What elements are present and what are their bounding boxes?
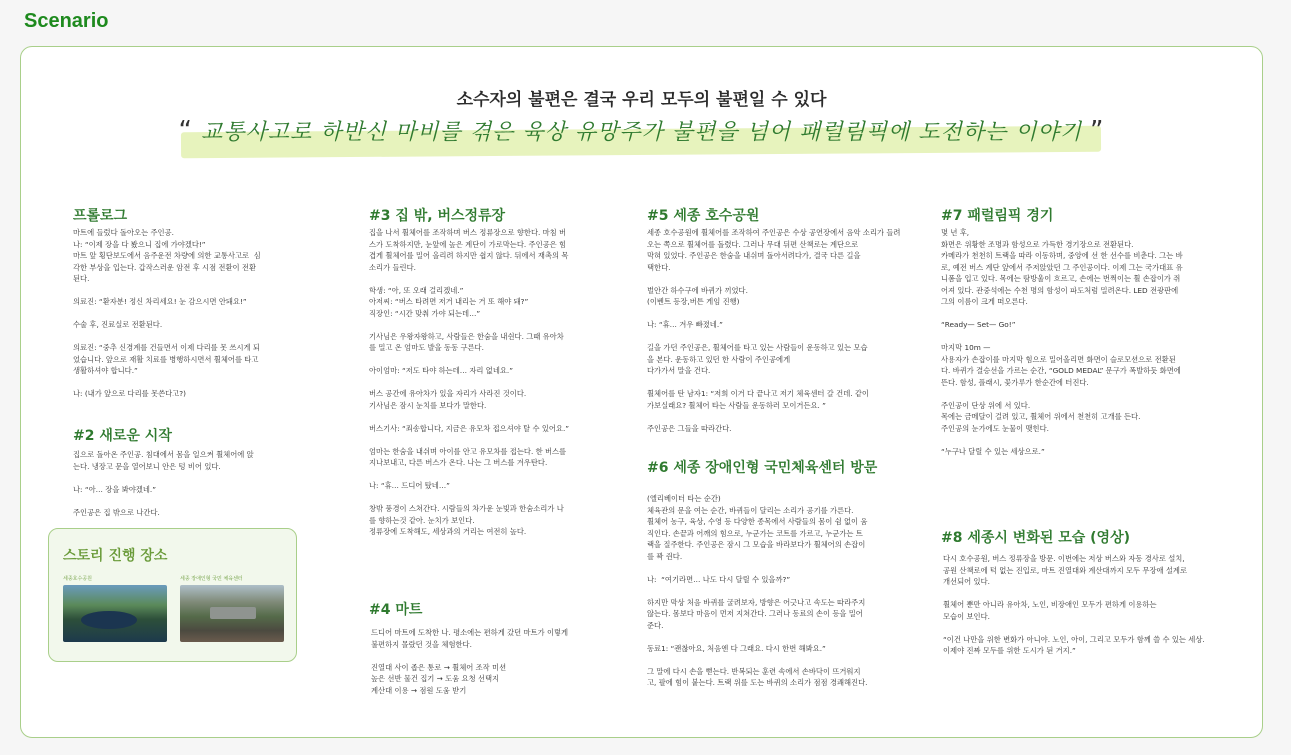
sports-center-photo — [180, 585, 284, 642]
building-shape — [210, 607, 256, 619]
story-locations-card — [48, 528, 297, 662]
section-title-mart: #4 마트 — [369, 602, 423, 618]
section-text-mart: 드디어 마트에 도착한 나. 평소에는 편하게 갔던 마트가 이렇게 불편하지 몰랐던 것을 체험한다. 진열대 사이 좁은 통로 → 휠체어 조작 미션 높은 선반 물건 집기 → 도움 요청 선택지 계산대 이용 → 점원 도움 받기 — [371, 628, 569, 695]
section-text-new-start: 집으로 돌아온 주인공. 침대에서 몸을 일으켜 휠체어에 앉 는다. 냉장고 문을 열어보니 안은 텅 비어 있다. 나: “아… 장을 봐야겠네.” 주인공은 집 밖으로 나간다. — [73, 450, 254, 517]
section-title-new-start: #2 새로운 시작 — [73, 428, 172, 444]
quote-open-mark: “ — [178, 116, 193, 146]
quote-text: 교통사고로 하반신 마비를 겪은 육상 유망주가 불편을 넘어 패럴림픽에 도전하는 이야기 — [200, 120, 1082, 145]
section-title-bus-stop: #3 집 밖, 버스정류장 — [369, 208, 506, 224]
section-text-bus-stop: 집을 나서 휠체어를 조작하며 버스 정류장으로 향한다. 마침 버 스가 도착하지만, 눈앞에 높은 계단이 가로막는다. 주인공은 힘 겹게 휠체어를 밀어 올리려 하지만 쉽지 않다. 뒤에서 재촉의 목 소리가 들린다. 학생: “아, 또 오래 걸리겠네.” 아저씨: “버스 타려면 저거 내리는 거 또 해야 돼?” 직장인: “시간 맞춰 가야 되는데…” 기사님은 우왕자왕하고, 사람들은 한숨을 내쉰다. 그때 유아차 를 밀고 온 엄마도 발을 동동 구른다. 아이엄마: “저도 타야 하는데… 자리 없네요.” 버스 공간에 유아차가 있을 자리가 사라진 것이다. 기사님은 잠시 눈치를 보다가 말한다. 버스기사: “죄송합니다, 지금은 유모차 접으셔야 탈 수 있어요.” 엄마는 한숨을 내쉬며 아이를 안고 유모차를 접는다. 한 버스를 지나보내고, 다른 버스가 온다. 나는 그 버스를 겨우탄다. 나: “휴… 드디어 탔네…” 창밖 풍경이 스쳐간다. 시람들의 차가운 눈빛과 한숨소리가 나 를 향하는것 같아. 눈치가 보인다. 정류장에 도착해도, 세상과의 거리는 여전히 높다. — [369, 228, 570, 536]
section-title-changed-city: #8 세종시 변화된 모습 (영상) — [941, 530, 1131, 546]
section-text-paralympics: 몇 년 후, 화면은 위황한 조명과 함성으로 가득한 경기장으로 전환된다. 카메라가 천천히 트랙을 따라 이동하며, 중앙에 선 한 선수를 비춘다. 그는 바 로, 예전 버스 계단 앞에서 주저앉았던 그 주인공이다. 이제 그는 국가대표 유 니폼을 입고 있다. 목에는 땀방울이 흐르고, 손에는 번쩍이는 휠 손잡이가 쥐 어져 있다. 관중석에는 수천 명의 함성이 파도처럼 밀려온다. LED 전광판에 그의 이름이 크게 떠오른다. “Ready— Set— Go!” 마지막 10m — 사용자가 손잡이를 마지막 힘으로 밀어올리면 화면이 슬로모션으로 전환된 다. 바퀴가 결승선을 가르는 순간, “GOLD MEDAL” 문구가 폭발하듯 화면에 뜬다. 함성, 플래시, 꽃가루가 한순간에 터진다. 주인공이 단상 위에 서 있다. 목에는 금메달이 걸려 있고, 휠체어 위에서 천천히 고개를 든다. 주인공의 눈가에도 눈물이 맺힌다. “누구나 달릴 수 있는 세상으로.” — [941, 228, 1183, 456]
lake-park-photo — [63, 585, 167, 642]
lake-shape — [81, 611, 137, 629]
section-title-lake-park: #5 세종 호수공원 — [647, 208, 760, 224]
section-text-sports-center: (엘리베이터 타는 순간) 체육관의 문을 여는 순간, 바퀴들이 달리는 소리가 공기를 가른다. 휠체어 농구, 육상, 수영 등 다양한 종목에서 사람들의 몸이 쉼 없이 움 직인다. 손끝과 어깨의 힘으로, 누군가는 코트를 가르고, 누군가는 트 랙을 질주한다. 주인공은 잠시 그 모습을 바라보다가 휠체어의 손잡이 를 꽉 쥔다. 나: “여기라면… 나도 다시 달릴 수 있을까?” 하지만 막상 처음 바퀴를 굴려보자, 방향은 어긋나고 속도는 따라주지 않는다. 몸보다 마음이 먼저 지쳐간다. 그러나 동료의 손이 등을 밀어 준다. 동료1: “괜찮아요, 처음엔 다 그래요. 다시 한번 해봐요.” 그 말에 다시 손을 뻗는다. 반복되는 훈련 속에서 손바닥이 뜨거워지 고, 팔에 힘이 붙는다. 트랙 위를 도는 바퀴의 소리가 점점 경쾌해진다. — [647, 494, 868, 687]
section-text-changed-city: 다시 호수공원, 버스 정류장을 방문. 이번에는 저상 버스와 자동 경사로 설치, 공원 산책로에 턱 없는 진입로, 마트 진열대와 계산대까지 모두 무장애 설계로 개선되어 있다. 휠체어 뿐만 아니라 유아차, 노인, 비장애인 모두가 편하게 이용하는 모습이 보인다. “이건 나만을 위한 변화가 아니야. 노인, 아이, 그리고 모두가 함께 쓸 수 있는 세상. 이제야 진짜 모두를 위한 도시가 된 거지.” — [943, 554, 1205, 655]
page-label: Scenario — [24, 10, 109, 32]
section-title-prologue: 프롤로그 — [73, 208, 128, 224]
subtitle: 소수자의 불편은 결국 우리 모두의 불편일 수 있다 — [456, 90, 827, 110]
photo-caption-sports-center: 세종 장애인형 국민 체육센터 — [180, 576, 243, 582]
quote-close-mark: ” — [1090, 116, 1105, 146]
photo-caption-lake-park: 세종호수공원 — [63, 576, 92, 582]
section-title-paralympics: #7 패럴림픽 경기 — [941, 208, 1054, 224]
section-text-prologue: 마트에 들렀다 돌아오는 주인공. 나: “이제 장을 다 봤으니 집에 가야겠다!” 마트 앞 횡단보도에서 음주운전 차량에 의한 교통사고로 심 각한 부상을 입는다. 갑작스러운 암전 후 시점 전환이 전환 된다. 의료진: “환자분! 정신 차리세요! 눈 감으시면 안돼요!” 수술 후, 진료실로 전환된다. 의료진: “중추 신경계를 건들면서 이제 다리를 못 쓰시게 되 었습니다. 앞으로 재활 치료를 병행하시면서 휠체어를 타고 생활하셔야 합니다.” 나: (내가 앞으로 다리를 못쓴다고?) — [73, 228, 261, 398]
section-title-sports-center: #6 세종 장애인형 국민체육센터 방문 — [647, 460, 878, 476]
quote — [21, 115, 1262, 146]
section-text-lake-park: 세종 호수공원에 휠체어를 조작하여 주인공은 수상 공연장에서 음악 소리가 들려 오는 쪽으로 휠체어를 돌렸다. 그러나 무대 뒤편 산책로는 계단으로 막혀 있었다. 주인공은 한숨을 내쉬며 돌아서려다가, 결국 다른 길을 택한다. 벌안간 하수구에 바퀴가 끼었다. (이벤트 등장,버튼 게임 진행) 나: “휴… 겨우 빠졌네.” 길을 가던 주인공은, 휠체어를 타고 있는 사람들이 운동하고 있는 모습 을 본다. 운동하고 있던 한 사람이 주인공에게 다가가서 말을 건다. 휠체어를 탄 남자1: “저희 이거 다 끝나고 저기 체육센터 갈 건데. 같이 가보실래요? 휠체어 타는 사람들 운동하러 모이거든요. ” 주인공은 그들을 따라간다. — [647, 228, 901, 433]
story-locations-title: 스토리 진행 장소 — [63, 548, 168, 564]
